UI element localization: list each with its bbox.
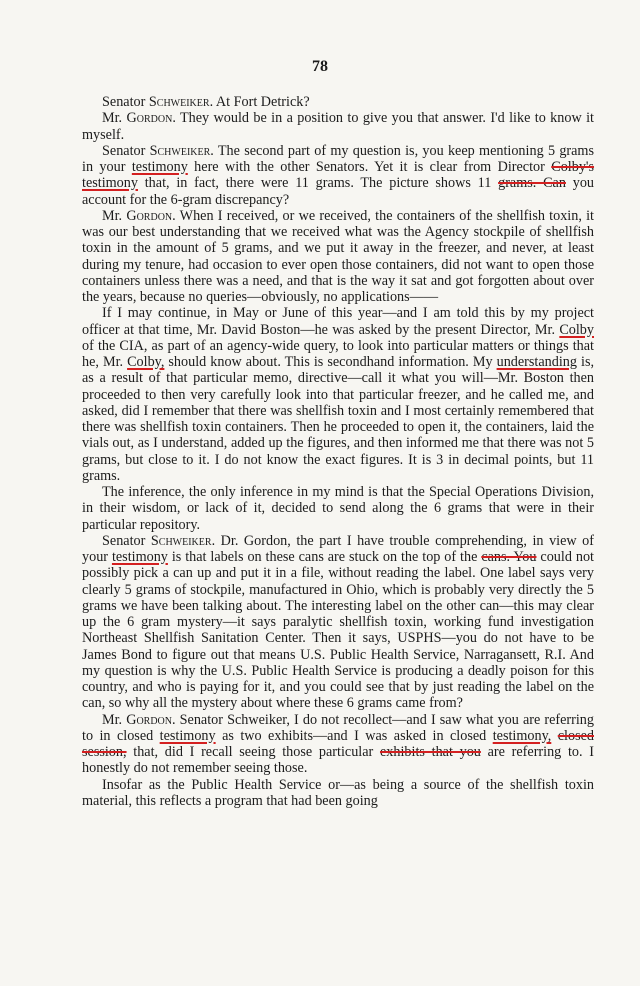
text-run: Senator xyxy=(102,142,150,159)
text-run: could not possibly pick a can up and put it in a file, without reading the label. One label says very clearly 5 grams of stockpile, manufactured in Ohio, which is probably very directly the 5 grams we have been talking about. The interesting label on the other can—this may clear up the 6 gram mystery—it says paralytic shellfish toxin, working fund investigation Northeast Shellfish Sanitation Center. Then it says, USPHS—you do not have to be James Bond to figure out that means U.S. Public Health Service, Narragansett, R.I. And my question is why the U.S. Public Health Service is producing a deadly poison for this country, and who is paying for it, and you could see that by just reading the label on the can, so why all the mystery about where these 6 grams came from? xyxy=(82,549,594,712)
text-run: . At Fort Detrick? xyxy=(209,94,310,110)
paragraph xyxy=(82,110,594,143)
text-run: is, as a result of that particular memo, directive—call it what you will—Mr. Boston then proceeded to then very carefully look into that particular freezer, and he called me, and asked, did I remember that there was shellfish toxin and I most certainly remembered that there was shellfish toxin containers. Then he proceeded to open it, the containers, laid the vials out, as I understand, added up the figures, and then informed me that there was not 5 grams, but close to it. I do not know the exact figures. It is 3 in decimal points, but 11 grams. xyxy=(82,354,595,484)
paragraph xyxy=(82,208,594,306)
text-run: as two exhibits—and I was asked in closed xyxy=(215,727,493,744)
red-underline-mark: Colby, xyxy=(127,354,165,370)
page-number: 78 xyxy=(312,58,328,75)
red-underline-mark: testimony, xyxy=(492,727,552,744)
text-run: here with the other Senators. Yet it is clear from Director xyxy=(187,159,552,175)
paragraph xyxy=(82,484,594,533)
red-strike-mark: exhibits that you xyxy=(379,744,481,760)
speaker-name: Gordon xyxy=(126,207,173,224)
text-run: are referring to. I honestly do not remember seeing those. xyxy=(82,744,595,777)
text-run: Mr. xyxy=(102,110,127,127)
red-underline-mark: testimony xyxy=(159,727,216,744)
text-run: Senator xyxy=(102,94,149,110)
red-underline-mark: Colby xyxy=(559,321,594,338)
paragraph xyxy=(82,143,594,208)
red-strike-mark: cans. You xyxy=(481,549,537,565)
text-run: . The second part of my question is, you keep mentioning 5 grams in your xyxy=(82,142,594,175)
text-run: If I may continue, in May or June of this year—and I am told this by my project officer at that time, Mr. David Boston—he was asked by the present Director, Mr. xyxy=(82,305,594,338)
text-run: Insofar as the Public Health Service or—as being a source of the shellfish toxin material, this reflects a program that had been going xyxy=(82,776,594,809)
text-run: Mr. xyxy=(102,207,127,224)
speaker-name: Schweiker xyxy=(148,94,210,110)
red-strike-mark: closed session, xyxy=(82,727,594,760)
text-run: The inference, the only inference in my mind is that the Special Operations Division, in their wisdom, or lack of it, decided to send along the 6 grams that were in their particular repository. xyxy=(82,484,594,533)
paragraph xyxy=(82,712,594,777)
paragraph xyxy=(82,94,594,110)
text-run: . Senator Schweiker, I do not recollect—and I saw what you are referring to in closed xyxy=(82,711,594,744)
text-run: of the CIA, as part of an agency-wide query, to look into particular matters or things that he, Mr. xyxy=(82,337,594,370)
speaker-name: Schweiker xyxy=(150,532,212,549)
red-underline-mark: testimony xyxy=(82,175,138,192)
transcript-body xyxy=(82,94,594,809)
text-run: you account for the 6-gram discrepancy? xyxy=(82,175,595,208)
text-run: . When I received, or we received, the containers of the shellfish toxin, it was our best understanding that we received what was the Agency stockpile of shellfish toxin in the amount of 5 grams, and we put it away in the freezer, and never, at least during my tenure, had occasion to ever open those containers, did not want to open those containers unless there was a need, and that is the way it sat and got forgotten about over the years, because no queries—obviously, no applications—— xyxy=(82,207,595,305)
paragraph xyxy=(82,777,594,810)
red-underline-mark: testimony xyxy=(131,159,188,175)
text-run: Senator xyxy=(102,532,151,549)
paragraph xyxy=(82,305,594,484)
speaker-name: Gordon xyxy=(126,110,173,127)
text-run: . They would be in a position to give you that answer. I'd like to know it myself. xyxy=(82,110,594,143)
text-run: should know about. This is secondhand information. My xyxy=(164,354,497,370)
red-underline-mark: understanding xyxy=(496,354,577,370)
text-run: . Dr. Gordon, the part I have trouble comprehending, in view of your xyxy=(82,532,595,565)
red-strike-mark: Colby's xyxy=(551,159,595,175)
text-run: that, in fact, there were 11 grams. The picture shows 11 xyxy=(137,175,499,192)
speaker-name: Gordon xyxy=(126,711,173,728)
text-run: that, did I recall seeing those particular xyxy=(126,744,380,760)
paragraph xyxy=(82,533,594,712)
text-run: is that labels on these cans are stuck on the top of the xyxy=(167,549,482,565)
speaker-name: Schweiker xyxy=(149,142,211,159)
red-underline-mark: testimony xyxy=(111,549,168,565)
red-strike-mark: grams. Can xyxy=(498,175,566,192)
text-run: Mr. xyxy=(102,711,127,728)
